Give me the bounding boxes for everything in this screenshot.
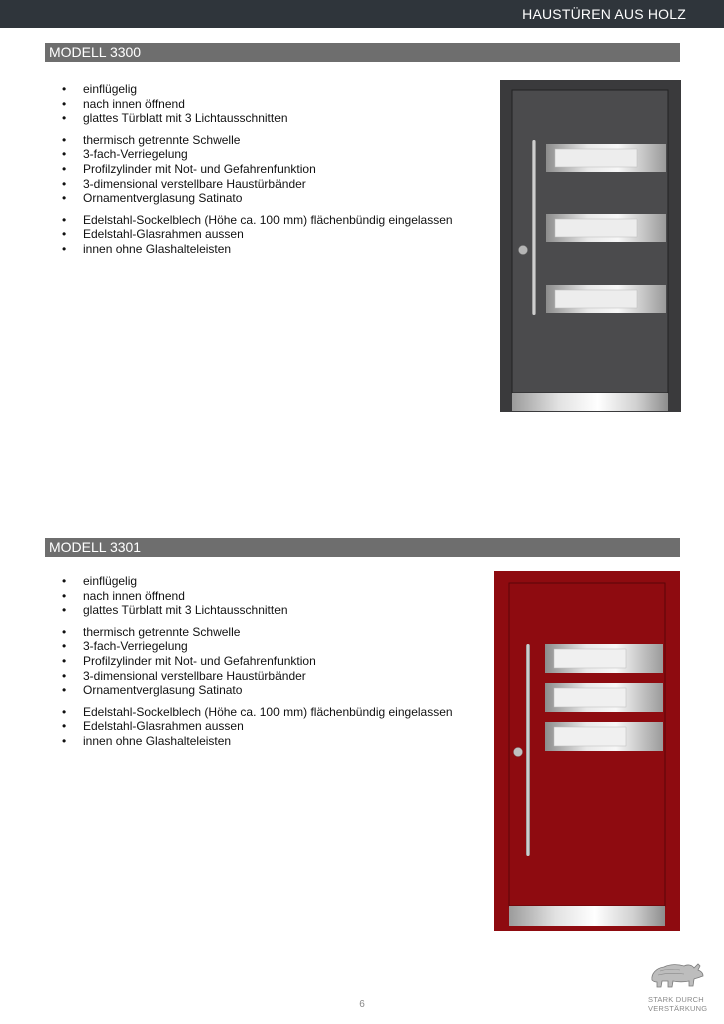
list-item: • 3-fach-Verriegelung (62, 639, 453, 654)
list-item: • Ornamentverglasung Satinato (62, 683, 453, 698)
logo-tagline-line2: VERSTÄRKUNG (648, 1004, 708, 1013)
feature-list-modell-3300 (62, 82, 453, 257)
list-item: • glattes Türblatt mit 3 Lichtausschnitten (62, 111, 453, 126)
list-item: • Edelstahl-Sockelblech (Höhe ca. 100 mm) flächenbündig eingelassen (62, 213, 453, 228)
model-title: MODELL 3300 (49, 44, 142, 60)
feature-list-modell-3301 (62, 574, 453, 749)
section-header-modell-3300 (45, 43, 680, 62)
list-item: • thermisch getrennte Schwelle (62, 133, 453, 148)
list-item: • 3-dimensional verstellbare Haustürbänder (62, 669, 453, 684)
list-item: • Edelstahl-Glasrahmen aussen (62, 719, 453, 734)
list-item: • Profilzylinder mit Not- und Gefahrenfunktion (62, 654, 453, 669)
logo-tagline-line1: STARK DURCH (648, 995, 704, 1004)
page-number: 6 (359, 999, 365, 1010)
kick-plate (512, 393, 668, 411)
list-item: • Profilzylinder mit Not- und Gefahrenfunktion (62, 162, 453, 177)
list-item: • 3-dimensional verstellbare Haustürbänder (62, 177, 453, 192)
list-item: • einflügelig (62, 82, 453, 97)
door-image-modell-3300 (500, 80, 681, 412)
list-item: • innen ohne Glashalteleisten (62, 734, 453, 749)
brand-logo (648, 958, 714, 1013)
door-lock (519, 246, 528, 255)
page-header (0, 0, 724, 28)
list-item: • Edelstahl-Glasrahmen aussen (62, 227, 453, 242)
rhino-icon (648, 958, 706, 990)
list-item: • nach innen öffnend (62, 97, 453, 112)
model-title: MODELL 3301 (49, 539, 142, 555)
list-item: • 3-fach-Verriegelung (62, 147, 453, 162)
door-handle (526, 644, 530, 856)
list-item: • innen ohne Glashalteleisten (62, 242, 453, 257)
list-item: • glattes Türblatt mit 3 Lichtausschnitten (62, 603, 453, 618)
list-item: • einflügelig (62, 574, 453, 589)
list-item: • Ornamentverglasung Satinato (62, 191, 453, 206)
page-title: HAUSTÜREN AUS HOLZ (522, 6, 686, 22)
list-item: • nach innen öffnend (62, 589, 453, 604)
door-image-modell-3301 (494, 571, 680, 931)
section-header-modell-3301 (45, 538, 680, 557)
list-item: • Edelstahl-Sockelblech (Höhe ca. 100 mm) flächenbündig eingelassen (62, 705, 453, 720)
list-item: • thermisch getrennte Schwelle (62, 625, 453, 640)
kick-plate (509, 906, 665, 926)
door-handle (532, 140, 536, 315)
door-lock (514, 748, 523, 757)
